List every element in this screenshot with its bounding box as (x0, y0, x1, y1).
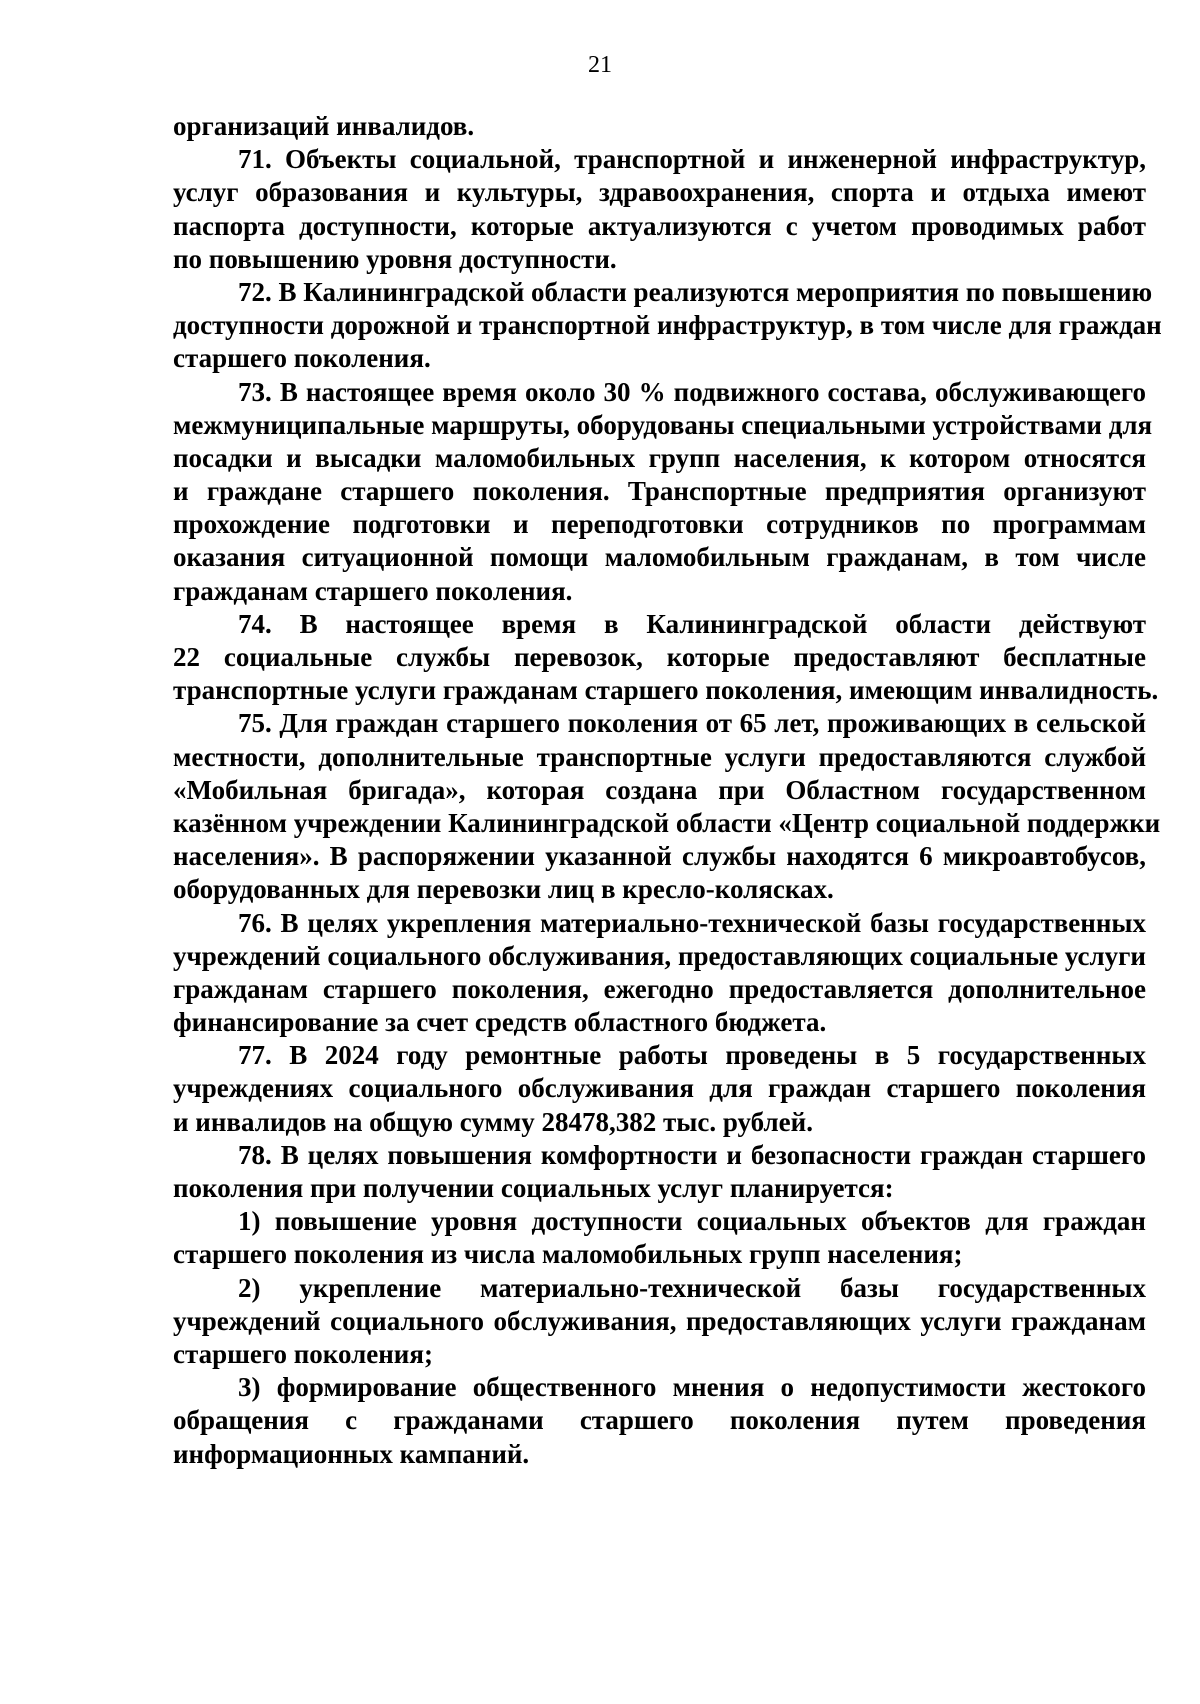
text-line: 2) укрепление материально-технической базы государственных (238, 1272, 1146, 1303)
text-line: местности, дополнительные транспортные услуги предоставляются службой (173, 741, 1146, 772)
text-line: поколения при получении социальных услуг планируется: (173, 1173, 894, 1203)
text-line: доступности дорожной и транспортной инфраструктур, в том числе для граждан (173, 310, 1162, 341)
text-line: гражданам старшего поколения, ежегодно предоставляется дополнительное (173, 973, 1146, 1004)
text-line: обращения с гражданами старшего поколения путем проведения (173, 1405, 1146, 1436)
text-line: старшего поколения из числа маломобильных групп населения; (173, 1239, 963, 1270)
text-line: 73. В настоящее время около 30 % подвижного состава, обслуживающего (238, 376, 1146, 407)
text-line: 71. Объекты социальной, транспортной и инженерной инфраструктур, (238, 144, 1146, 175)
text-line: 74. В настоящее время в Калининградской области действуют (238, 608, 1146, 639)
text-line: гражданам старшего поколения. (173, 575, 573, 606)
text-line: финансирование за счет средств областного бюджета. (173, 1007, 827, 1038)
text-line: 72. В Калининградской области реализуются мероприятия по повышению (238, 276, 1153, 307)
text-line: организаций инвалидов. (173, 111, 475, 141)
text-line: 78. В целях повышения комфортности и безопасности граждан старшего (238, 1139, 1146, 1170)
text-line: услуг образования и культуры, здравоохранения, спорта и отдыха имеют (173, 177, 1146, 208)
text-line: паспорта доступности, которые актуализуются с учетом проводимых работ (173, 210, 1146, 241)
text-line: посадки и высадки маломобильных групп населения, к котором относятся (173, 442, 1146, 473)
text-line: прохождение подготовки и переподготовки сотрудников по программам (173, 509, 1146, 540)
document-body (173, 110, 1162, 1471)
text-line: транспортные услуги гражданам старшего поколения, имеющим инвалидность. (173, 675, 1159, 706)
text-line: межмуниципальные маршруты, оборудованы специальными устройствами для (173, 409, 1153, 440)
text-line: по повышению уровня доступности. (173, 243, 617, 274)
text-line: 22 социальные службы перевозок, которые предоставляют бесплатные (173, 642, 1146, 672)
text-line: учреждений социального обслуживания, предоставляющих услуги гражданам (173, 1305, 1146, 1336)
text-line: учреждениях социального обслуживания для граждан старшего поколения (173, 1073, 1146, 1104)
text-line: 77. В 2024 году ремонтные работы проведены в 5 государственных (238, 1040, 1146, 1071)
text-line: оборудованных для перевозки лиц в кресло-колясках. (173, 874, 834, 905)
text-line: оказания ситуационной помощи маломобильным гражданам, в том числе (173, 542, 1146, 573)
text-line: и инвалидов на общую сумму 28478,382 тыс. рублей. (173, 1106, 813, 1137)
text-line: 76. В целях укрепления материально-технической базы государственных (238, 907, 1146, 938)
text-line: населения». В распоряжении указанной службы находятся 6 микроавтобусов, (173, 841, 1146, 872)
text-line: «Мобильная бригада», которая создана при Областном государственном (173, 774, 1146, 805)
text-line: информационных кампаний. (173, 1438, 530, 1469)
text-line: казённом учреждении Калининградской области «Центр социальной поддержки (173, 807, 1161, 838)
text-line: старшего поколения. (173, 343, 431, 374)
text-line: 1) повышение уровня доступности социальных объектов для граждан (238, 1206, 1146, 1237)
text-line: 3) формирование общественного мнения о недопустимости жестокого (238, 1372, 1146, 1403)
page-number: 21 (588, 52, 612, 78)
text-line: 75. Для граждан старшего поколения от 65 лет, проживающих в сельской (238, 708, 1146, 739)
text-line: и граждане старшего поколения. Транспортные предприятия организуют (173, 476, 1146, 507)
text-line: старшего поколения; (173, 1338, 433, 1369)
text-line: учреждений социального обслуживания, предоставляющих социальные услуги (173, 940, 1146, 971)
